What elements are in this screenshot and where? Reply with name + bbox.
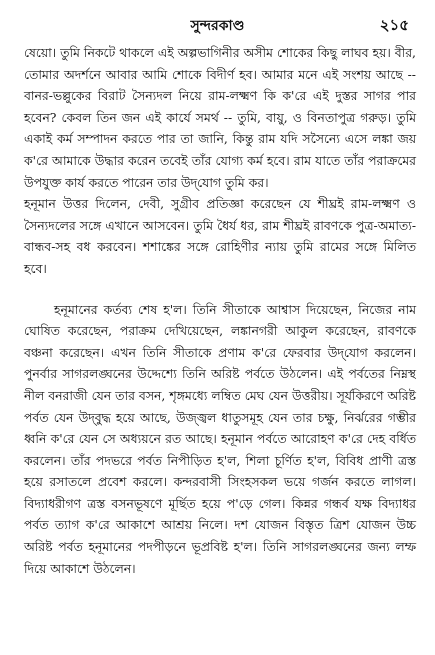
paragraph-spacer xyxy=(24,280,416,299)
paragraph-hanuman-reply: হনূমান উত্তর দিলেন, দেবী, সুগ্রীব প্রতিজ্ঞা করেছেন যে শীঘ্রই রাম-লক্ষ্মণ ও সৈন্যদলের সঙ্গে এখানে আসবেন। তুমি ধৈর্য ধর, রাম শীঘ্রই রাবণকে পুত্র-অমাত্য-বান্ধব-সহ বধ করবেন। শশাঙ্কের সঙ্গে রোহিণীর ন্যায় তুমি রামের সঙ্গে মিলিত হবে। xyxy=(24,196,416,276)
paragraph-sita-speech: ষেয়ো। তুমি নিকটে থাকলে এই অল্পভাগিনীর অসীম শোকের কিছু লাঘব হয়। বীর, তোমার অদর্শনে আবার আমি শোকে বিদীর্ণ হব। আমার মনে এই সংশয় আছে -- বানর-ভল্লুকের বিরাট সৈন্যদল নিয়ে রাম-লক্ষ্মণ কি ক'রে এই দুস্তর সাগর পার হবেন? কেবল তিন জন এই কার্যে সমর্থ -- তুমি, বায়ু, ও বিনতাপুত্র গরুড়। তুমি একাই কর্ম সম্পাদন করতে পার তা জানি, কিন্তু রাম যদি সসৈন্যে এসে লঙ্কা জয় ক'রে আমাকে উদ্ধার করেন তবেই তাঁর যোগ্য কর্ম হবে। রাম যাতে তাঁর পরাক্রমের উপযুক্ত কার্য করতে পারেন তার উদ্‌যোগ তুমি কর। xyxy=(24,45,416,190)
paragraph-hanuman-departure: হনূমানের কর্তব্য শেষ হ'ল। তিনি সীতাকে আশ্বাস দিয়েছেন, নিজের নাম ঘোষিত করেছেন, পরাক্রম দেখিয়েছেন, লঙ্কানগরী আকুল করেছেন, রাবণকে বঞ্চনা করেছেন। এখন তিনি সীতাকে প্রণাম ক'রে ফেরবার উদ্‌যোগ করলেন। পুনর্বার সাগরলঙ্ঘনের উদ্দেশ্যে তিনি অরিষ্ট পর্বতে উঠলেন। এই পর্বতের নিম্নস্থ নীল বনরাজী যেন তার বসন, শৃঙ্গমধ্যে লম্বিত মেঘ যেন উত্তরীয়। সূর্যকিরণে অরিষ্ট পর্বত যেন উদ্‌বুদ্ধ হয়ে আছে, উজ্জ্বল ধাতুসমূহ যেন তার চক্ষু, নির্ঝরের গম্ভীর ধ্বনি ক'রে যেন সে অধ্যয়নে রত আছে। হনূমান পর্বতে আরোহণ ক'রে দেহ বর্ধিত করলেন। তাঁর পদভরে পর্বত নিপীড়িত হ'ল, শিলা চূর্ণিত হ'ল, বিবিধ প্রাণী ত্রস্ত হয়ে রসাতলে প্রবেশ করলে। কন্দরবাসী সিংহসকল ভয়ে গর্জন করতে লাগল। বিদ্যাধরীগণ ত্রস্ত বসনভূষণে মূর্ছিত হয়ে প'ড়ে গেল। কিন্নর গন্ধর্ব যক্ষ বিদ্যাধর পর্বত ত্যাগ ক'রে আকাশে আশ্রয় নিলে। দশ যোজন বিস্তৃত ত্রিশ যোজন উচ্চ অরিষ্ট পর্বত হনূমানের পদপীড়নে ভূপ্রবিষ্ট হ'ল। তিনি সাগরলঙ্ঘনের জন্য লম্ফ দিয়ে আকাশে উঠলেন। xyxy=(24,301,416,576)
page-number: ২১৫ xyxy=(379,16,409,34)
running-header xyxy=(0,12,435,38)
body-text xyxy=(24,42,416,579)
chapter-title: সুন্দরকাণ্ড xyxy=(190,18,245,34)
